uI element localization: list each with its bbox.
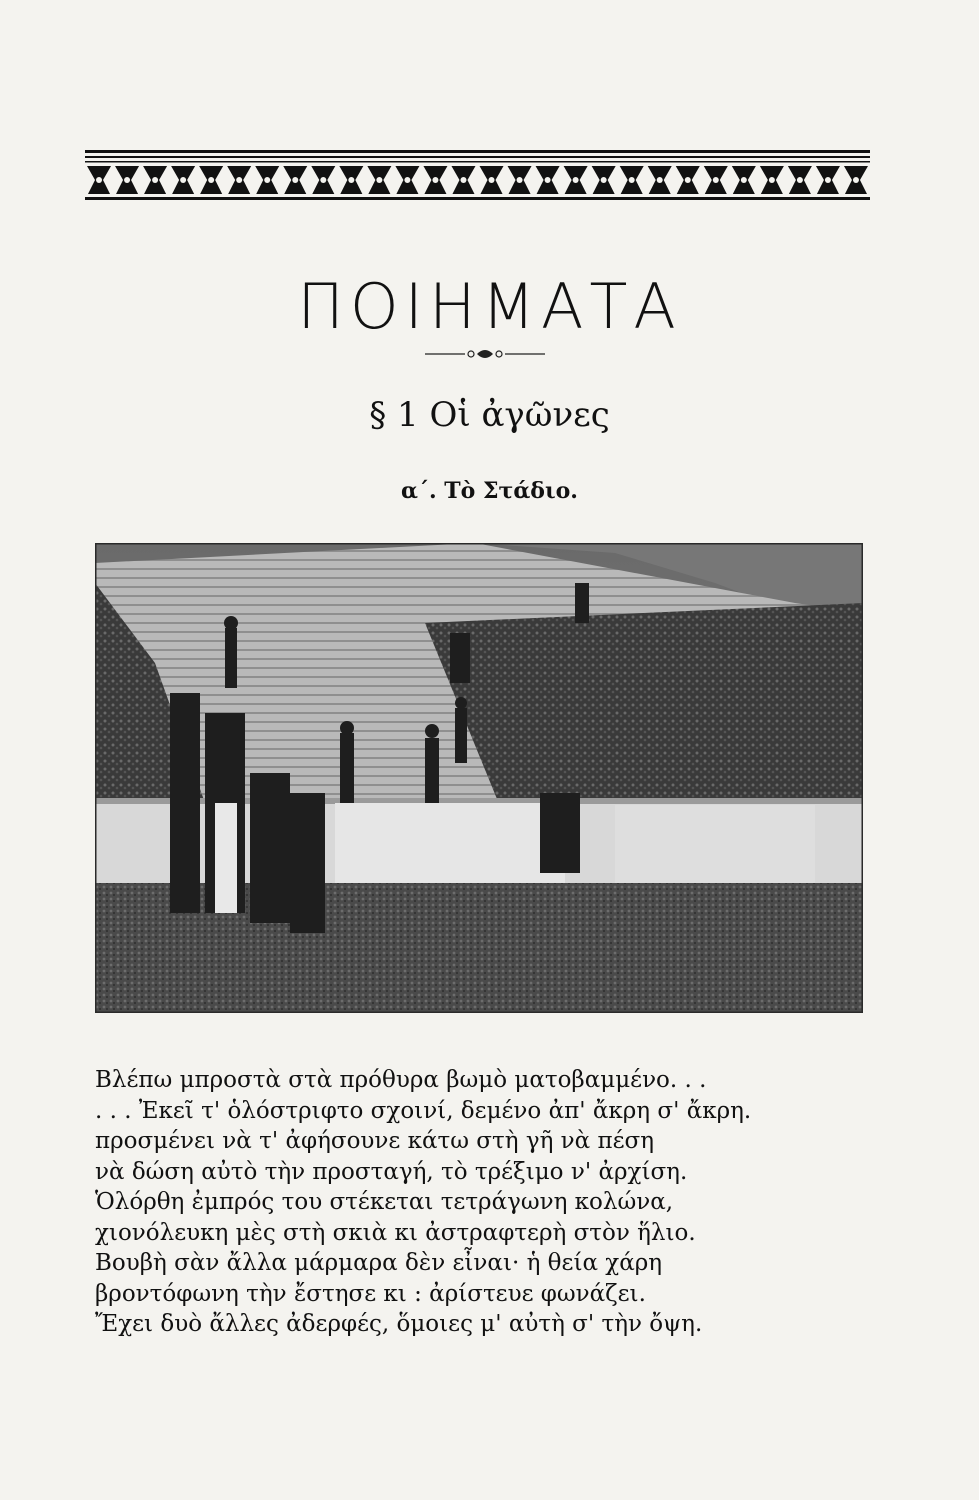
poem-line: Ὁλόρθη ἐμπρός του στέκεται τετράγωνη κολώνα, <box>95 1189 674 1215</box>
stadium-photo <box>95 543 863 1013</box>
flourish-divider-icon <box>425 345 545 363</box>
poem-line: . . . Ἐκεῖ τ' ὁλόστριφτο σχοινί, δεμένο ἀπ' ἄκρη σ' ἄκρη. <box>95 1097 752 1124</box>
poem-line: Βουβὴ σὰν ἄλλα μάρμαρα δὲν εἶναι· ἡ θεία χάρη <box>95 1250 663 1276</box>
section-heading: § 1 Οἱ ἀγῶνες <box>369 395 610 435</box>
poem-line: χιονόλευκη μὲς στὴ σκιὰ κι ἀστραφτερὴ στὸν ἥλιο. <box>95 1219 696 1246</box>
subsection-heading: α΄. Τὸ Στάδιο. <box>401 478 578 504</box>
poem-line: νὰ δώση αὐτὸ τὴν προσταγή, τὸ τρέξιμο ν' ἀρχίση. <box>95 1158 688 1185</box>
poem-line: Βλέπω μπροστὰ στὰ πρόθυρα βωμὸ ματοβαμμένο. . . <box>95 1067 707 1093</box>
decorative-border-ornament <box>85 150 870 202</box>
poem-text <box>95 1065 895 1340</box>
poem-line: προσμένει νὰ τ' ἀφήσουνε κάτω στὴ γῆ νὰ πέση <box>95 1128 654 1154</box>
poem-line: βροντόφωνη τὴν ἔστησε κι : ἀρίστευε φωνάζει. <box>95 1280 646 1307</box>
poem-line: Ἔχει δυὸ ἄλλες ἀδερφές, ὅμοιες μ' αὐτὴ σ' τὴν ὄψη. <box>95 1311 703 1337</box>
page-title: ΠΟΙΗΜΑΤΑ <box>297 270 682 343</box>
